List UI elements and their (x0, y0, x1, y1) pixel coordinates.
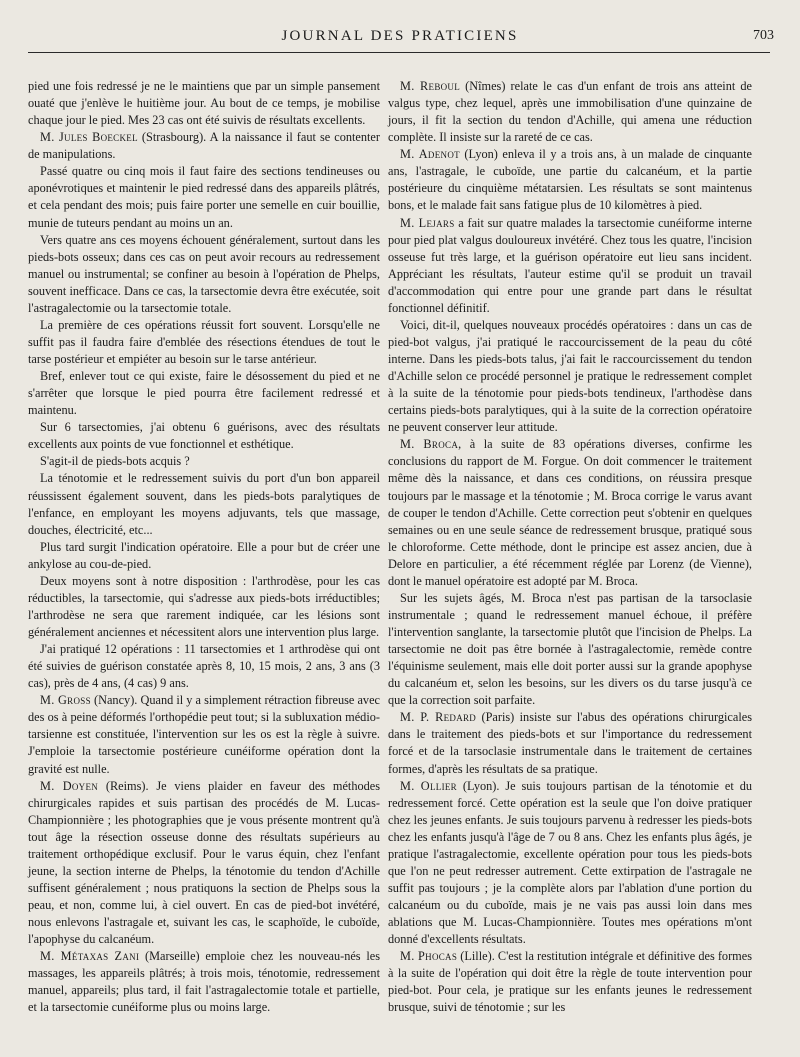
paragraph-text: (Marseille) emploie chez les nouveau-nés les massages, les appareils plâtrés; à trois mois, ténotomie, redressement manuel, appareils; plus tard, il fait l'astragalectomie totale et partielle, et la tarsectomie cunéiforme plus ou moins large. (28, 949, 380, 1015)
paragraph (28, 641, 380, 692)
paragraph (28, 539, 380, 573)
paragraph-text: Passé quatre ou cinq mois il faut faire des sections tendineuses ou aponévrotiques et maintenir le pied redressé dans des appareils plâtrés, et cela pendant des mois; puis faire porter une semelle en cuir bouillie, munie de tuteurs pendant au moins un an. (28, 164, 380, 230)
paragraph-text: (Lille). C'est la restitution intégrale et définitive des formes à la suite de l'opération qui doit être la règle de toute intervention pour pied-bot. Pour cela, je pratique sur les enfants jeunes le redressement brusque, suivi de ténotomie ; sur les (388, 949, 752, 1015)
header-rule (28, 52, 770, 53)
running-title: JOURNAL DES PRATICIENS (281, 28, 519, 44)
speaker-name: M. Métaxas Zani (40, 949, 140, 964)
speaker-name: M. Reboul (400, 79, 461, 93)
paragraph-text: a fait sur quatre malades la tarsectomie cunéiforme interne pour pied plat valgus douloureux invétéré. Chez tous les quatre, l'incision osseuse fut très large, et la guérison opératoire eut lieu sans incident. Appréciant les résultats, l'auteur estime qu'il se produit un travail d'accommodation qui entre pour une grande part dans le résultat fonctionnel définitif. (388, 215, 752, 315)
paragraph-text: Bref, enlever tout ce qui existe, faire le désossement du pied et ne s'arrêter que lorsque le pied pourra être facilement redressé et maintenu. (28, 369, 380, 418)
speaker-name: M. Phocas (400, 949, 458, 964)
paragraph-text: La ténotomie et le redressement suivis du port d'un bon appareil réussissent également souvent, dans les pieds-bots paralytiques de l'enfance, en employant les moyens adjuvants, tels que massage, douches, électricité, etc... (28, 471, 380, 537)
paragraph-text: , à la suite de 83 opérations diverses, confirme les conclusions du rapport de M. Forgue. On doit commencer le traitement même dès la naissance, et dans ces conditions, on réussira presque toujours par le massage et la ténotomie ; M. Broca corrige le varus avant de couper le tendon d'Achille. Cette correction peut s'obtenir en quelques semaines ou en une seule séance de redressement brusque, pratiqué sous le chloroforme. Cette méthode, dont le principe est assez ancien, due à Delore en particulier, a été récemment réglée par Lorenz (de Vienne), dont le manuel opératoire est adopté par M. Broca. (388, 437, 752, 588)
paragraph-text: S'agit-il de pieds-bots acquis ? (40, 454, 190, 469)
paragraph-text: (Nîmes) relate le cas d'un enfant de trois ans atteint de valgus type, chez lequel, après une immobilisation d'une quinzaine de jours, il fit la section du tendon d'Achille, qui amena une réduction complète. Il insiste sur la rareté de ce cas. (388, 79, 753, 145)
speaker-name: M. Gross (40, 693, 91, 708)
paragraph (28, 78, 380, 129)
paragraph-text: (Strasbourg). A la naissance il faut se contenter de manipulations. (28, 130, 380, 162)
speaker-name: M. Adenot (400, 147, 460, 162)
paragraph-text: Sur les sujets âgés, M. Broca n'est pas partisan de la tarsoclasie instrumentale ; quand le redressement manuel échoue, il préfère l'intervention sanglante, la tarsectomie plutôt que l'incision de Phelps. La tarsectomie ne doit pas être bornée à l'astragalectomie, remède contre l'équinisme seulement, mais elle doit porter aussi sur la grande apophyse du calcanéum et, selon les besoins, sur les divers os du tarse jusqu'à ce que la correction soit parfaite. (388, 590, 752, 708)
speaker-name: M. Jules Boeckel (40, 130, 138, 145)
paragraph-text: J'ai pratiqué 12 opérations : 11 tarsectomies et 1 arthrodèse qui ont été suivies de guérison constatée après 8, 10, 15 mois, 2 ans, 3 ans (3 cas), près de 4 ans, (4 cas) 9 ans. (28, 642, 380, 691)
speaker-name: M. Lejars (400, 215, 455, 230)
paragraph-text: Vers quatre ans ces moyens échouent généralement, surtout dans les pieds-bots osseux; dans ces cas on peut avoir recours au redressement manuel ou instrumental; se confiner au besoin à l'opération de Phelps, souvent inefficace. Dans ce cas, la tarsectomie devra être exécutée, soit l'astragalectomie ou la tarsectomie totale. (28, 232, 380, 315)
speaker-name: M. Doyen (40, 778, 99, 793)
paragraph-text: (Nancy). Quand il y a simplement rétraction fibreuse avec des os à peine déformés l'orthopédie peut tout; si la subluxation médio-tarsienne est constituée, l'intervention sur les os est la règle à suivre. J'emploie la tarsectomie postérieure cunéiforme opération dont la gravité est nulle. (28, 693, 380, 776)
paragraph-text: (Reims). Je viens plaider en faveur des méthodes chirurgicales rapides et suis partisan des procédés de M. Lucas-Championnière ; les photographies que je vous présente montrent qu'à tout âge la résection osseuse donne des résultats supérieurs au traitement orthopédique exclusif. Pour le varus équin, chez l'enfant jeune, la section interne de Phelps, la ténotomie du tendon d'Achille suffisent généralement ; nous pratiquons la section de Phelps sous la peau, et non, comme lui, à ciel ouvert. En cas de pied-bot invétéré, nous enlevons l'astragale et, suivant les cas, le scaphoïde, le cuboïde, l'apophyse du calcanéum. (28, 778, 381, 947)
paragraph-text: La première de ces opérations réussit fort souvent. Lorsqu'elle ne suffit pas il faudra faire d'emblée des résections étendues de tout le tarse postérieur et empiéter au besoin sur le tarse antérieur. (28, 317, 380, 366)
paragraph (388, 78, 752, 146)
speaker-name: M. P. Redard (400, 710, 477, 725)
paragraph (28, 778, 380, 949)
paragraph (28, 419, 380, 453)
paragraph (28, 232, 380, 317)
paragraph-text: Sur 6 tarsectomies, j'ai obtenu 6 guérisons, avec des résultats excellents aux points de vue fonctionnel et esthétique. (28, 420, 380, 452)
paragraph (28, 129, 380, 163)
paragraph (388, 146, 752, 214)
speaker-name: M. Broca (400, 437, 459, 452)
paragraph (28, 470, 380, 538)
paragraph-text: (Paris) insiste sur l'abus des opérations chirurgicales dans le traitement des pieds-bots et sur l'importance du redressement forcé et de la tarsoclasie instrumentale dans le traitement de certaines formes, d'après les résultats de sa pratique. (388, 710, 753, 776)
paragraph (28, 453, 380, 470)
paragraph (388, 317, 752, 436)
paragraph (388, 215, 752, 317)
speaker-name: M. Ollier (400, 778, 457, 793)
paragraph (28, 948, 380, 1016)
paragraph-text: Deux moyens sont à notre disposition : l'arthrodèse, pour les cas réductibles, la tarsectomie, qui s'adresse aux pieds-bots irréductibles; l'arthrodèse ne sera que rarement indiquée, car les lésions sont généralement anciennes et nécessitent alors une intervention plus large. (28, 573, 380, 639)
paragraph-text: (Lyon) enleva il y a trois ans, à un malade de cinquante ans, l'astragale, le cuboïde, une partie du calcanéum, et la partie postérieure du cinquième métatarsien. Les résultats se sont maintenus bons, et le malade fait sans fatigue plus de 10 kilomètres à pied. (388, 147, 752, 213)
paragraph-text: Voici, dit-il, quelques nouveaux procédés opératoires : dans un cas de pied-bot valgus, j'ai pratiqué le raccourcissement de la peau du côté interne. Dans les pieds-bots talus, j'ai fait le raccourcissement du tendon d'Achille selon ce procédé personnel je pratique le redressement complet à la suite de la ténotomie pour pieds-bots tendineux, l'arthodèse dans certains pieds-bots paralytiques, qui à la suite de la correction opératoire ne peuvent conserver leur attitude. (388, 317, 752, 435)
paragraph (28, 163, 380, 231)
paragraph (28, 317, 380, 368)
paragraph (28, 692, 380, 777)
paragraph-text: (Lyon). Je suis toujours partisan de la ténotomie et du redressement forcé. Cette opération est la seule que l'on doive pratiquer chez les jeunes enfants. Je suis toujours parvenu à redresser les pieds-bots chez les enfants jusqu'à l'âge de 7 ou 8 ans. Chez les enfants plus âgés, je pratique l'astragalectomie, excellente opération pour tous les pieds-bots que l'on ne peut redresser autrement. Cette extirpation de l'astragale ne suffit pas toujours ; je la complète alors par l'ablation d'une portion du calcanéum ou du cuboïde, mais je ne vais pas aussi loin dans mes ablations que M. Lucas-Championnière. Toutes mes opérations m'ont donné d'excellents résultats. (388, 778, 752, 947)
paragraph-text: Plus tard surgit l'indication opératoire. Elle a pour but de créer une ankylose au cou-de-pied. (28, 539, 380, 571)
paragraph (388, 709, 752, 777)
left-column (28, 78, 380, 1016)
right-column (388, 78, 752, 1016)
paragraph (388, 436, 752, 590)
paragraph-text: pied une fois redressé je ne le maintiens que par un simple pansement ouaté que j'enlève le huitième jour. Au bout de ce temps, je mobilise chaque jour le pied. Mes 23 cas ont été suivis de résultats excellents. (28, 79, 380, 128)
paragraph (28, 368, 380, 419)
paragraph (28, 573, 380, 641)
paragraph (388, 948, 752, 1016)
page-header (0, 0, 800, 50)
paragraph (388, 778, 752, 949)
paragraph (388, 590, 752, 709)
page-number: 703 (753, 28, 774, 43)
